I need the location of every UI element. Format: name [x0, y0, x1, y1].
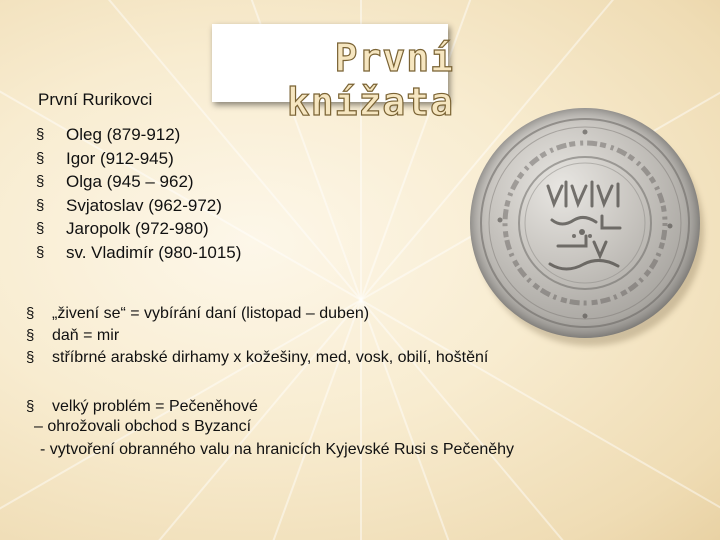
list-item: § daň = mir — [26, 325, 488, 347]
list-item: § Igor (912-945) — [36, 147, 241, 171]
coin-engraving-icon — [470, 108, 700, 338]
bullet-icon: § — [36, 149, 45, 167]
dirham-coin-image — [470, 108, 706, 344]
list-item: § Jaropolk (972-980) — [36, 217, 241, 241]
bullet-icon: § — [36, 126, 45, 143]
list-item: § Olga (945 – 962) — [36, 170, 241, 194]
bullet-icon: § — [36, 196, 45, 214]
bullet-icon: § — [36, 243, 45, 261]
list-item: § Oleg (879-912) — [36, 123, 241, 147]
problem-detail-line: – ohrožovali obchod s Byzancí — [34, 418, 252, 435]
problem-list — [26, 396, 258, 418]
list-item: § velký problém = Pečeněhové — [26, 396, 258, 418]
bullet-icon: § — [36, 220, 45, 237]
bullet-icon: § — [26, 349, 35, 366]
bullet-icon: § — [26, 398, 35, 415]
list-item: § sv. Vladimír (980-1015) — [36, 241, 241, 265]
economy-list — [26, 303, 488, 369]
list-item: § Svjatoslav (962-972) — [36, 194, 241, 218]
list-item: § stříbrné arabské dirhamy x kožešiny, med, vosk, obilí, hoštění — [26, 347, 488, 369]
slide-title: První knížata — [286, 36, 454, 124]
problem-detail-line: - vytvoření obranného valu na hranicích Kyjevské Rusi s Pečeněhy — [40, 441, 515, 458]
bullet-icon: § — [26, 327, 35, 344]
rulers-list — [36, 123, 241, 264]
bullet-icon: § — [26, 305, 35, 322]
list-item: § „živení se“ = vybírání daní (listopad – duben) — [26, 303, 488, 325]
subtitle: První Rurikovci — [38, 90, 153, 109]
bullet-icon: § — [36, 173, 45, 190]
